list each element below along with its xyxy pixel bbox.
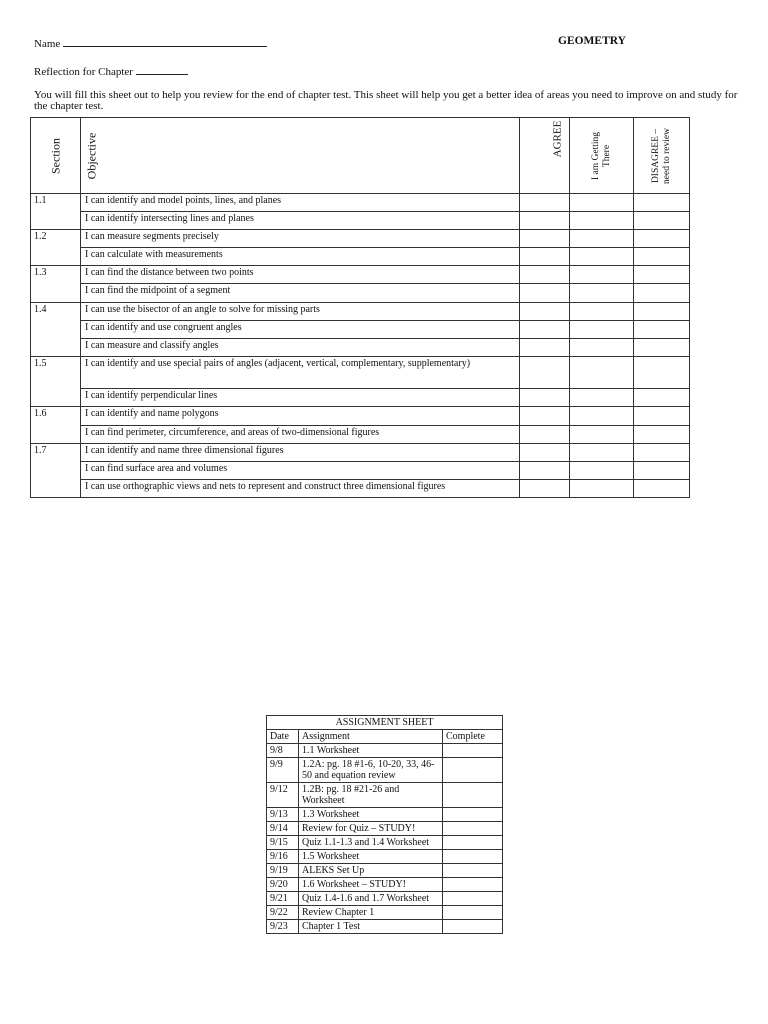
section-number: 1.2 [31, 230, 81, 266]
getting-there-checkbox-cell[interactable] [570, 339, 634, 357]
subject-title: GEOMETRY [558, 35, 626, 47]
agree-checkbox-cell[interactable] [520, 339, 570, 357]
assignment-text: 1.5 Worksheet [299, 850, 443, 864]
assignment-row [267, 878, 503, 892]
assignment-complete-cell[interactable] [443, 892, 503, 906]
assignment-text: ALEKS Set Up [299, 864, 443, 878]
objectives-table [30, 117, 690, 498]
assignment-complete-cell[interactable] [443, 850, 503, 864]
assignment-complete-cell[interactable] [443, 822, 503, 836]
agree-checkbox-cell[interactable] [520, 444, 570, 462]
assignment-text: Review for Quiz – STUDY! [299, 822, 443, 836]
assignment-complete-cell[interactable] [443, 808, 503, 822]
agree-checkbox-cell[interactable] [520, 321, 570, 339]
assignment-complete-cell[interactable] [443, 744, 503, 758]
agree-checkbox-cell[interactable] [520, 407, 570, 426]
getting-there-checkbox-cell[interactable] [570, 389, 634, 407]
objective-row [31, 339, 690, 357]
assignment-text: 1.3 Worksheet [299, 808, 443, 822]
section-number: 1.5 [31, 357, 81, 407]
disagree-checkbox-cell[interactable] [634, 248, 690, 266]
assignment-complete-cell[interactable] [443, 836, 503, 850]
assignment-header-row [267, 730, 503, 744]
getting-there-checkbox-cell[interactable] [570, 230, 634, 248]
section-number: 1.4 [31, 303, 81, 357]
objective-row [31, 389, 690, 407]
objective-row [31, 194, 690, 212]
assignment-row [267, 822, 503, 836]
getting-there-checkbox-cell[interactable] [570, 212, 634, 230]
agree-checkbox-cell[interactable] [520, 303, 570, 321]
assignment-text: 1.2B: pg. 18 #21-26 and Worksheet [299, 783, 443, 808]
assignment-row [267, 836, 503, 850]
getting-there-checkbox-cell[interactable] [570, 426, 634, 444]
assignment-date: 9/8 [267, 744, 299, 758]
complete-header: Complete [443, 730, 503, 744]
objective-row [31, 212, 690, 230]
assignment-header: Assignment [299, 730, 443, 744]
agree-checkbox-cell[interactable] [520, 194, 570, 212]
assignment-text: Quiz 1.4-1.6 and 1.7 Worksheet [299, 892, 443, 906]
objective-text: I can identify and name three dimensional figures [81, 444, 520, 462]
getting-there-checkbox-cell[interactable] [570, 303, 634, 321]
objective-row [31, 266, 690, 284]
agree-checkbox-cell[interactable] [520, 230, 570, 248]
reflection-line [34, 64, 188, 78]
objective-text: I can identify perpendicular lines [81, 389, 520, 407]
assignment-row [267, 850, 503, 864]
agree-checkbox-cell[interactable] [520, 266, 570, 284]
disagree-checkbox-cell[interactable] [634, 212, 690, 230]
objective-text: I can identify and name polygons [81, 407, 520, 426]
assignment-row [267, 783, 503, 808]
assignment-date: 9/20 [267, 878, 299, 892]
assignment-date: 9/12 [267, 783, 299, 808]
assignment-sheet-table [266, 715, 503, 934]
section-number: 1.1 [31, 194, 81, 230]
assignment-date: 9/23 [267, 920, 299, 934]
disagree-checkbox-cell[interactable] [634, 426, 690, 444]
agree-checkbox-cell[interactable] [520, 462, 570, 480]
assignment-row [267, 864, 503, 878]
objective-text: I can find perimeter, circumference, and areas of two-dimensional figures [81, 426, 520, 444]
disagree-checkbox-cell[interactable] [634, 389, 690, 407]
getting-there-checkbox-cell[interactable] [570, 194, 634, 212]
objective-header-label: Objective [84, 132, 99, 179]
agree-checkbox-cell[interactable] [520, 389, 570, 407]
section-number: 1.6 [31, 407, 81, 444]
getting-there-checkbox-cell[interactable] [570, 284, 634, 303]
getting-there-checkbox-cell[interactable] [570, 480, 634, 498]
assignment-date: 9/13 [267, 808, 299, 822]
assignment-text: Chapter 1 Test [299, 920, 443, 934]
objective-row [31, 480, 690, 498]
intro-text: You will fill this sheet out to help you review for the end of chapter test. This sheet will help you get a better idea of areas you need to improve on and study for the chapter test. [34, 89, 738, 112]
disagree-header-label: DISAGREE – need to review [650, 127, 672, 184]
agree-checkbox-cell[interactable] [520, 480, 570, 498]
disagree-checkbox-cell[interactable] [634, 357, 690, 389]
objective-text: I can find the distance between two points [81, 266, 520, 284]
objective-text: I can use the bisector of an angle to solve for missing parts [81, 303, 520, 321]
assignment-row [267, 906, 503, 920]
objective-row [31, 462, 690, 480]
getting-there-checkbox-cell[interactable] [570, 248, 634, 266]
getting-there-header [570, 118, 634, 194]
section-header-label: Section [48, 137, 62, 174]
assignment-date: 9/9 [267, 758, 299, 783]
objective-row [31, 248, 690, 266]
objective-row [31, 321, 690, 339]
assignment-text: Quiz 1.1-1.3 and 1.4 Worksheet [299, 836, 443, 850]
disagree-checkbox-cell[interactable] [634, 303, 690, 321]
objective-row [31, 230, 690, 248]
disagree-checkbox-cell[interactable] [634, 444, 690, 462]
assignment-complete-cell[interactable] [443, 864, 503, 878]
disagree-checkbox-cell[interactable] [634, 230, 690, 248]
assignment-complete-cell[interactable] [443, 878, 503, 892]
objective-text: I can identify and use special pairs of angles (adjacent, vertical, complementary, supplementary) [81, 357, 520, 389]
objective-row [31, 407, 690, 426]
objective-row [31, 303, 690, 321]
disagree-checkbox-cell[interactable] [634, 339, 690, 357]
disagree-checkbox-cell[interactable] [634, 480, 690, 498]
assignment-row [267, 892, 503, 906]
assignment-date: 9/21 [267, 892, 299, 906]
assignment-complete-cell[interactable] [443, 758, 503, 783]
assignment-text: 1.1 Worksheet [299, 744, 443, 758]
disagree-checkbox-cell[interactable] [634, 266, 690, 284]
disagree-checkbox-cell[interactable] [634, 284, 690, 303]
objective-text: I can measure and classify angles [81, 339, 520, 357]
reflection-label: Reflection for Chapter [34, 66, 133, 78]
getting-there-checkbox-cell[interactable] [570, 407, 634, 426]
disagree-checkbox-cell[interactable] [634, 462, 690, 480]
assignment-complete-cell[interactable] [443, 783, 503, 808]
agree-header-label: AGREE [551, 120, 564, 158]
assignment-text: 1.2A: pg. 18 #1-6, 10-20, 33, 46-50 and equation review [299, 758, 443, 783]
assignment-sheet-title: ASSIGNMENT SHEET [267, 716, 503, 730]
getting-there-checkbox-cell[interactable] [570, 444, 634, 462]
getting-there-checkbox-cell[interactable] [570, 321, 634, 339]
agree-checkbox-cell[interactable] [520, 357, 570, 389]
assignment-row [267, 758, 503, 783]
section-number: 1.7 [31, 444, 81, 498]
assignment-text: 1.6 Worksheet – STUDY! [299, 878, 443, 892]
assignment-date: 9/16 [267, 850, 299, 864]
name-blank[interactable] [63, 36, 267, 47]
objective-header [81, 118, 520, 194]
chapter-blank[interactable] [136, 64, 188, 75]
getting-there-checkbox-cell[interactable] [570, 266, 634, 284]
objective-text: I can calculate with measurements [81, 248, 520, 266]
agree-checkbox-cell[interactable] [520, 212, 570, 230]
objective-row [31, 426, 690, 444]
assignment-row [267, 744, 503, 758]
section-header [31, 118, 81, 194]
objective-text: I can measure segments precisely [81, 230, 520, 248]
assignment-complete-cell[interactable] [443, 920, 503, 934]
assignment-date: 9/15 [267, 836, 299, 850]
date-header: Date [267, 730, 299, 744]
agree-checkbox-cell[interactable] [520, 248, 570, 266]
assignment-date: 9/14 [267, 822, 299, 836]
assignment-text: Review Chapter 1 [299, 906, 443, 920]
objective-row [31, 284, 690, 303]
objective-row [31, 444, 690, 462]
objectives-header-row [31, 118, 690, 194]
assignment-title-row [267, 716, 503, 730]
objective-text: I can identify and model points, lines, and planes [81, 194, 520, 212]
disagree-checkbox-cell[interactable] [634, 194, 690, 212]
getting-there-checkbox-cell[interactable] [570, 462, 634, 480]
agree-checkbox-cell[interactable] [520, 426, 570, 444]
assignment-complete-cell[interactable] [443, 906, 503, 920]
objective-text: I can find the midpoint of a segment [81, 284, 520, 303]
objective-text: I can identify and use congruent angles [81, 321, 520, 339]
section-number: 1.3 [31, 266, 81, 303]
disagree-checkbox-cell[interactable] [634, 407, 690, 426]
getting-there-header-label: I am Getting There [590, 131, 612, 180]
assignment-row [267, 920, 503, 934]
objective-text: I can use orthographic views and nets to represent and construct three dimensional figures [81, 480, 520, 498]
name-line [34, 36, 267, 50]
disagree-checkbox-cell[interactable] [634, 321, 690, 339]
assignment-row [267, 808, 503, 822]
agree-header [520, 118, 570, 194]
objective-text: I can identify intersecting lines and planes [81, 212, 520, 230]
getting-there-checkbox-cell[interactable] [570, 357, 634, 389]
assignment-date: 9/19 [267, 864, 299, 878]
objective-text: I can find surface area and volumes [81, 462, 520, 480]
assignment-date: 9/22 [267, 906, 299, 920]
objective-row [31, 357, 690, 389]
agree-checkbox-cell[interactable] [520, 284, 570, 303]
name-label: Name [34, 38, 61, 50]
disagree-header [634, 118, 690, 194]
